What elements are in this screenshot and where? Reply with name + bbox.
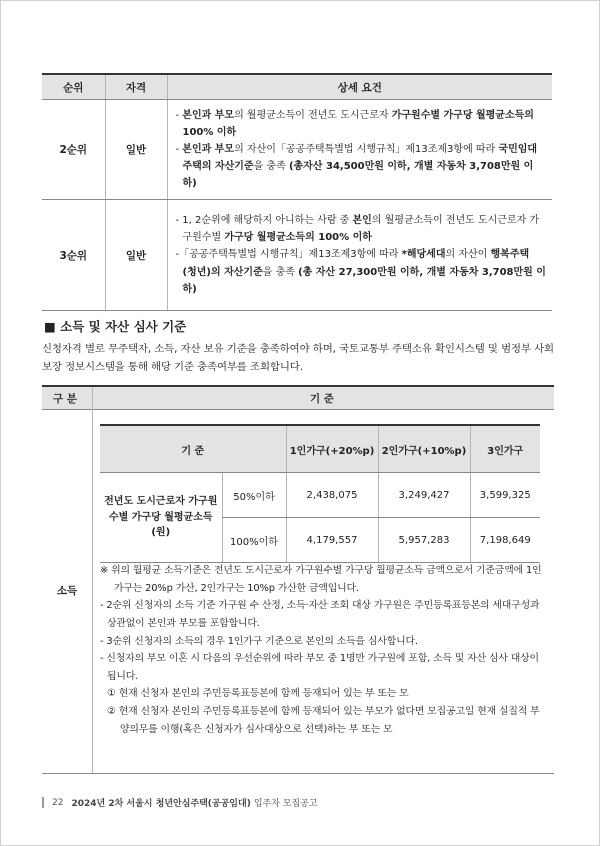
details-cell: [167, 200, 552, 311]
note-item: ② 현재 신청자 본인의 주민등록표등본에 함께 등재되어 있는 부모가 없다면 모집공고일 현재 실질적 부양의무를 이행(혹은 신청자가 심사대상으로 선택)하는 부 또는 모: [107, 706, 540, 735]
note-item: - 2순위 신청자의 소득 기준 가구원 수 산정, 소득·자산 조회 대상 가구원은 주민등록표등본의 세대구성과 상관없이 본인과 부모를 포함합니다.: [100, 600, 540, 629]
header-2-person: 2인가구(+10%p): [378, 425, 470, 473]
requirement-item: - 1, 2순위에 해당하지 아니하는 사람 중 본인의 월평균소득이 전년도 도시근로자 가구원수별 가구당 월평균소득의 100% 이하: [175, 215, 540, 244]
table-row: [100, 473, 540, 518]
rank-cell: 3순위: [42, 200, 105, 311]
income-value: 5,957,283: [378, 518, 470, 563]
income-value: 4,179,557: [286, 518, 378, 563]
rank-cell: 2순위: [42, 100, 105, 200]
header-standard: 기 준: [100, 425, 286, 473]
requirement-item: - 본인과 부모의 월평균소득이 전년도 도시근로자 가구원수별 가구당 월평균소득의 100% 이하: [175, 109, 534, 138]
requirement-item: -「공공주택특별법 시행규칙」제13조제3항에 따라 *해당세대의 자산이 행복주택 (청년)의 자산기준을 충족 (총 자산 27,300만원 이하, 개별 자동차 3,708만원 이하): [175, 249, 546, 295]
footer-title: 2024년 2차 서울시 청년안심주택(공공임대): [71, 799, 251, 809]
note-item: ① 현재 신청자 본인의 주민등록표등본에 함께 등재되어 있는 부 또는 모: [107, 688, 409, 700]
criteria-table-header: [42, 387, 554, 410]
table-row: [42, 100, 552, 200]
income-notes: [100, 562, 546, 738]
qualification-cell: 일반: [105, 200, 167, 311]
header-criteria: 기 준: [310, 393, 334, 405]
qualification-cell: 일반: [105, 100, 167, 200]
header-rank: 순위: [42, 74, 105, 100]
income-level: 100%이하: [222, 518, 286, 563]
category-cell: 소득: [56, 585, 78, 597]
note-item: - 신청자의 부모 이혼 시 다음의 우선순위에 따라 부모 중 1명만 가구원에 포함, 소득 및 자산 심사 대상이 됩니다.: [100, 653, 539, 682]
income-value: 7,198,649: [470, 518, 540, 563]
footer-bar: [42, 797, 44, 808]
income-value: 3,249,427: [378, 473, 470, 518]
income-row-label: 전년도 도시근로자 가구원수별 가구당 월평균소득(원): [100, 473, 222, 563]
header-3-person: 3인가구: [470, 425, 540, 473]
page-number: 22: [52, 797, 64, 808]
header-qualification: 자격: [105, 74, 167, 100]
rank-table-header: [42, 74, 552, 100]
note-item: - 3순위 신청자의 소득의 경우 1인가구 기준으로 본인의 소득을 심사합니다.: [100, 635, 418, 647]
section-description: 신청자격 별로 무주택자, 소득, 자산 보유 기준을 충족하여야 하며, 국토교통부 주택소유 확인시스템 및 범정부 사회보장 정보시스템을 통해 해당 기준 충족여부를 조회합니다.: [42, 343, 554, 374]
requirement-item: - 본인과 부모의 자산이「공공주택특별법 시행규칙」제13조제3항에 따라 국민임대 주택의 자산기준을 충족 (총자산 34,500만원 이하, 개별 자동차 3,708만원 이하): [175, 143, 538, 190]
footer-subtitle: 입주자 모집공고: [253, 799, 318, 809]
income-value: 2,438,075: [286, 473, 378, 518]
table-row: [42, 200, 552, 311]
header-1-person: 1인가구(+20%p): [286, 425, 378, 473]
column-divider: [92, 387, 93, 773]
income-level: 50%이하: [222, 473, 286, 518]
details-cell: [167, 100, 552, 200]
section-title: ■ 소득 및 자산 심사 기준: [44, 319, 187, 334]
header-details: 상세 요건: [167, 74, 552, 100]
page-footer: [42, 796, 318, 809]
header-category: 구 분: [53, 393, 77, 405]
income-table-header: [100, 425, 540, 473]
income-value: 3,599,325: [470, 473, 540, 518]
rank-table: [42, 73, 552, 311]
note-item: ※ 위의 월평균 소득기준은 전년도 도시근로자 가구원수별 가구당 월평균소득 금액으로서 기준금액에 1인가구는 20%p 가산, 2인가구는 10%p 가산한 금액입니다.: [100, 565, 542, 594]
income-table: [100, 424, 540, 563]
